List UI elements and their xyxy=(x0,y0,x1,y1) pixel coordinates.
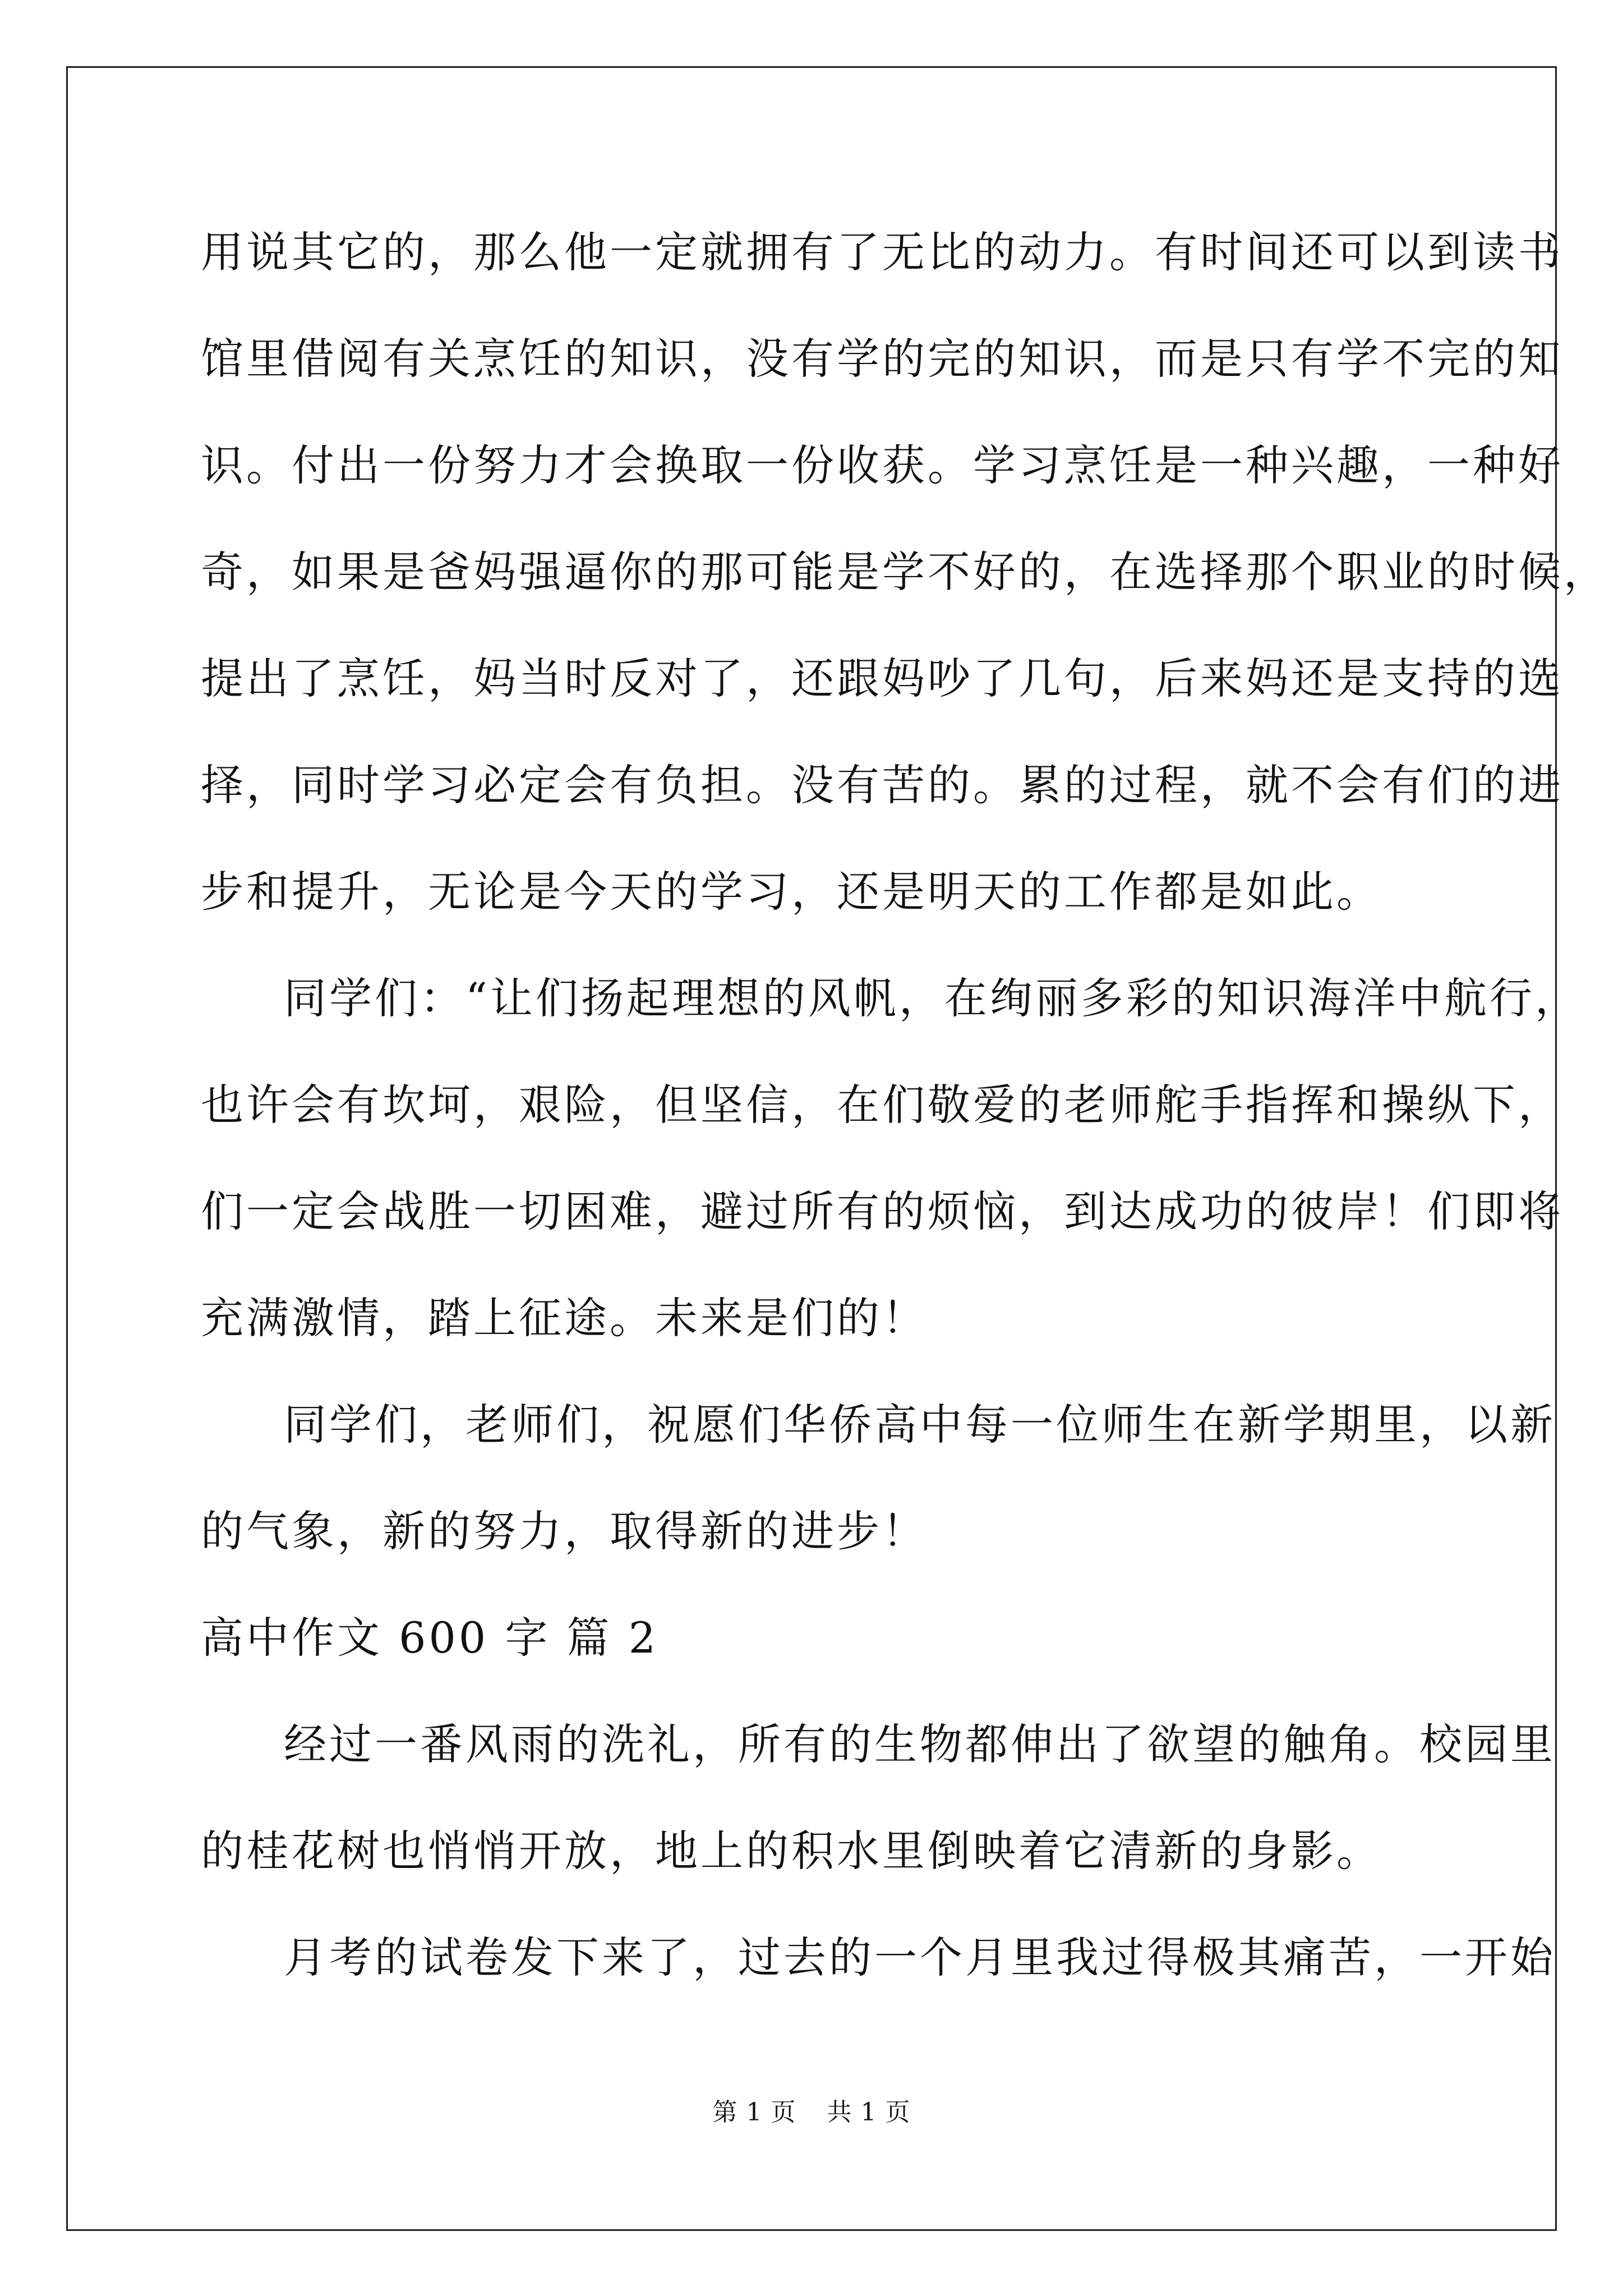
text-line: 用说其它的，那么他一定就拥有了无比的动力。有时间还可以到读书 xyxy=(201,227,1564,277)
page-number: 第 1 页 xyxy=(712,2098,796,2127)
text-line: 充满激情，踏上征途。未来是们的！ xyxy=(201,1293,928,1343)
text-line: 步和提升，无论是今天的学习，还是明天的工作都是如此。 xyxy=(201,867,1382,917)
text-line: 择，同时学习必定会有负担。没有苦的。累的过程，就不会有们的进 xyxy=(201,760,1564,810)
text-line: 的气象，新的努力，取得新的进步！ xyxy=(201,1506,928,1556)
text-line: 馆里借阅有关烹饪的知识，没有学的完的知识，而是只有学不完的知 xyxy=(201,334,1564,384)
paragraph-start-line: 经过一番风雨的洗礼，所有的生物都伸出了欲望的触角。校园里 xyxy=(284,1719,1556,1769)
paragraph-start-line: 月考的试卷发下来了，过去的一个月里我过得极其痛苦，一开始 xyxy=(284,1932,1556,1982)
page-footer xyxy=(0,2096,1623,2129)
document-body xyxy=(201,219,1609,2031)
text-line: 的桂花树也悄悄开放，地上的积水里倒映着它清新的身影。 xyxy=(201,1826,1382,1876)
text-line: 们一定会战胜一切困难，避过所有的烦恼，到达成功的彼岸！们即将 xyxy=(201,1186,1564,1236)
paragraph-start-line: 同学们，老师们，祝愿们华侨高中每一位师生在新学期里，以新 xyxy=(284,1400,1556,1450)
text-line: 也许会有坎坷，艰险，但坚信，在们敬爱的老师舵手指挥和操纵下， xyxy=(201,1080,1564,1130)
section-heading: 高中作文 600 字 篇 2 xyxy=(201,1613,659,1663)
text-line: 奇，如果是爸妈强逼你的那可能是学不好的，在选择那个职业的时候， xyxy=(201,547,1609,597)
paragraph-start-line: 同学们：“让们扬起理想的风帆，在绚丽多彩的知识海洋中航行， xyxy=(284,973,1580,1023)
text-line: 提出了烹饪，妈当时反对了，还跟妈吵了几句，后来妈还是支持的选 xyxy=(201,654,1564,703)
page-total: 共 1 页 xyxy=(827,2098,911,2127)
text-line: 识。付出一份努力才会换取一份收获。学习烹饪是一种兴趣，一种好 xyxy=(201,440,1564,490)
